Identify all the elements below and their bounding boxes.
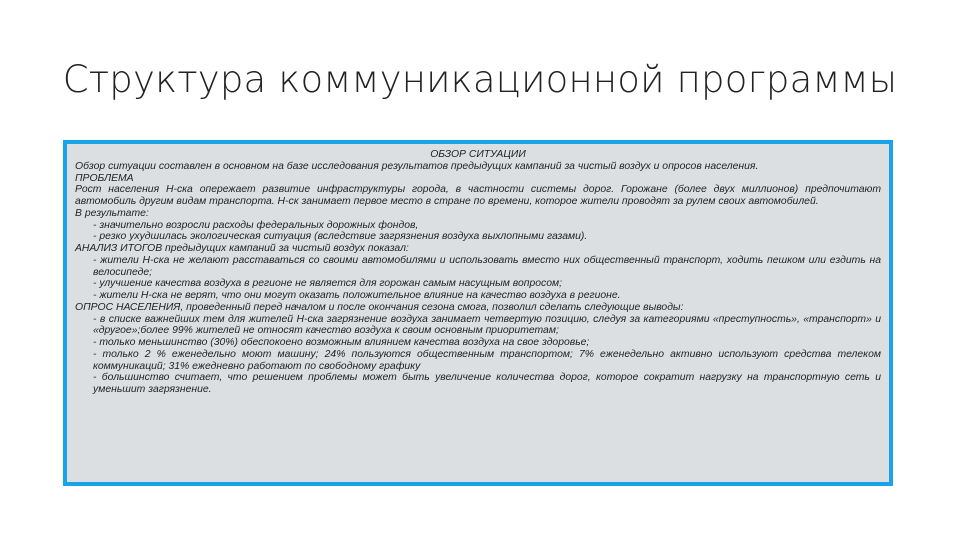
content-box [63,140,893,486]
paragraph: - только 2 % еженедельно моют машину; 24% пользуются общественным транспортом; 7% еженедельно активно используют средства телеком коммуникаций; 31% ежедневно работают по свободному графику [93,348,881,372]
paragraph-list [75,161,881,396]
paragraph: - жители Н-ска не верят, что они могут оказать положительное влияние на качество воздуха в регионе. [93,290,621,301]
paragraph: - резко ухудшилась экологическая ситуация (вследствие загрязнения воздуха выхлопными газами). [93,231,588,243]
paragraph: - в списке важнейших тем для жителей Н-ска загрязнение воздуха занимает четвертую позицию, следуя за категориями «преступность», «транспорт» и «другое»;более 99% жителей не относят качество воздуха к своим основным приоритетам; [93,313,881,337]
paragraph: АНАЛИЗ ИТОГОВ предыдущих кампаний за чистый воздух показал: [75,243,409,254]
paragraph: В результате: [75,207,149,219]
slide-title: Структура коммуникационной программы [62,58,898,101]
paragraph: - только меньшинство (30%) обеспокоено возможным влиянием качества воздуха на свое здоровье; [93,337,590,348]
paragraph: ПРОБЛЕМА [75,172,134,184]
paragraph: - значительно возросли расходы федеральных дорожных фондов, [93,219,419,231]
paragraph: ОПРОС НАСЕЛЕНИЯ, проведенный перед началом и после окончания сезона смога, позволил сделать следующие выводы: [75,301,684,313]
paragraph: - большинство считает, что решением проблемы может быть увеличение количества дорог, которое сократит нагрузку на транспортную сеть и уменьшит загрязнение. [93,372,881,395]
paragraph: - жители Н-ска не желают расставаться со своими автомобилями и использовать вместо них общественный транспорт, ходить пешком или ездить на велосипеде; [93,254,881,278]
paragraph: Рост населения Н-ска опережает развитие инфраструктуры города, в частности системы дорог. Горожане (более двух миллионов) предпочитают автомобиль другим видам транспорта. Н-ск занимает первое место в стране по времени, которое жители проводят за рулем своих автомобилей. [75,184,881,207]
paragraph: Обзор ситуации составлен в основном на базе исследования результатов предыдущих кампаний за чистый воздух и опросов населения. [75,160,759,172]
paragraph: - улучшение качества воздуха в регионе не является для горожан самым насущным вопросом; [93,278,563,290]
section-heading: ОБЗОР СИТУАЦИИ [430,149,526,160]
